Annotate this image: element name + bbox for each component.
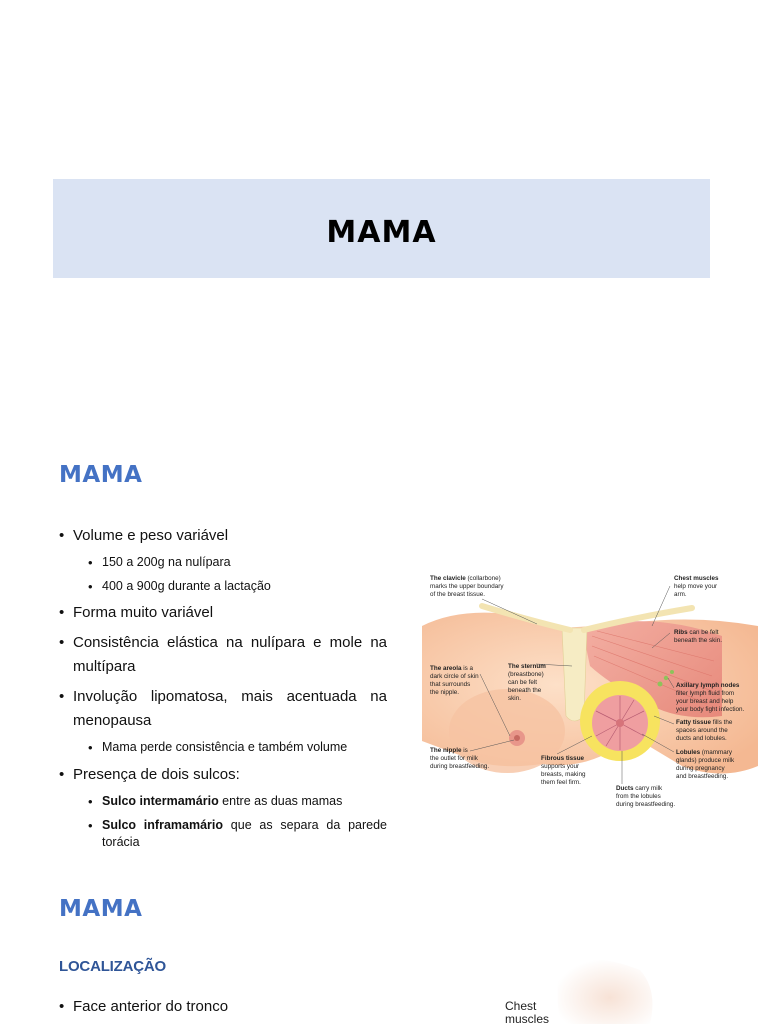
bullet-item: • Forma muito variável <box>59 601 387 625</box>
svg-text:that surrounds: that surrounds <box>430 681 471 688</box>
svg-text:from the lobules: from the lobules <box>616 793 661 800</box>
bullet-item: • Presença de dois sulcos: <box>59 763 387 787</box>
sulco-inframamario-term: Sulco inframamário <box>102 818 224 832</box>
svg-text:marks the upper boundary: marks the upper boundary <box>430 583 504 590</box>
svg-text:skin.: skin. <box>508 695 521 702</box>
svg-text:Axillary lymph nodes: Axillary lymph nodes <box>676 682 740 689</box>
sulco-intermamario-term: Sulco intermamário <box>102 794 219 808</box>
svg-text:your breast and help: your breast and help <box>676 698 734 705</box>
svg-text:arm.: arm. <box>674 591 687 598</box>
svg-text:The areola is a: The areola is a <box>430 665 474 672</box>
nipple-shape <box>514 735 520 741</box>
slide-title: MAMA <box>326 215 437 250</box>
svg-text:Ribs can be felt: Ribs can be felt <box>674 629 719 636</box>
sub-bullet-item: • Mama perde consistência e também volume <box>59 739 387 756</box>
svg-text:Chest muscles: Chest muscles <box>674 575 719 582</box>
bullet-item: • Face anterior do tronco <box>59 995 387 1019</box>
breast-anatomy-diagram <box>422 566 758 814</box>
head-neck-shape <box>558 960 653 1024</box>
svg-text:The clavicle (collarbone): The clavicle (collarbone) <box>430 575 501 582</box>
svg-text:breasts, making: breasts, making <box>541 771 586 778</box>
svg-text:glands) produce milk: glands) produce milk <box>676 757 735 764</box>
section-heading-mama: MAMA <box>59 462 143 488</box>
svg-text:during pregnancy: during pregnancy <box>676 765 725 772</box>
svg-text:of the breast tissue.: of the breast tissue. <box>430 591 485 598</box>
section-heading-mama-2: MAMA <box>59 896 143 922</box>
figure-label-muscles: muscles <box>505 1012 550 1024</box>
title-banner <box>53 179 710 278</box>
svg-text:ducts and lobules.: ducts and lobules. <box>676 735 727 742</box>
svg-text:(breastbone): (breastbone) <box>508 671 544 678</box>
svg-text:Ducts carry milk: Ducts carry milk <box>616 785 663 792</box>
svg-text:The sternum: The sternum <box>508 663 546 670</box>
sulco-inframamario-desc: que as separa da parede torácia <box>102 818 388 849</box>
sulco-intermamario-desc: entre as duas mamas <box>218 794 343 808</box>
svg-text:during breastfeeding.: during breastfeeding. <box>430 763 490 770</box>
svg-text:beneath the skin.: beneath the skin. <box>674 637 722 644</box>
svg-text:Lobules (mammary: Lobules (mammary <box>676 749 732 756</box>
svg-text:them feel firm.: them feel firm. <box>541 779 581 786</box>
svg-text:the nipple.: the nipple. <box>430 689 460 696</box>
bullet-item: • Involução lipomatosa, mais acentuada na menopausa <box>59 685 387 733</box>
bullet-item: • Consistência elástica na nulípara e mole na multípara <box>59 631 387 679</box>
localizacao-subheading: LOCALIZAÇÃO <box>59 958 166 975</box>
svg-text:can be felt: can be felt <box>508 679 538 686</box>
svg-text:spaces around the: spaces around the <box>676 727 728 734</box>
svg-text:help move your: help move your <box>674 583 718 590</box>
bullet-item: • Volume e peso variável <box>59 524 387 548</box>
svg-text:during breastfeeding.: during breastfeeding. <box>616 801 676 808</box>
bullet-list <box>59 524 387 851</box>
svg-text:Fatty tissue fills the: Fatty tissue fills the <box>676 719 733 726</box>
svg-text:the outlet for milk: the outlet for milk <box>430 755 478 762</box>
bullet-list-localizacao <box>59 995 387 1019</box>
right-nipple-shape <box>616 719 624 727</box>
torso-figure <box>500 960 660 1024</box>
svg-text:and breastfeeding.: and breastfeeding. <box>676 773 729 780</box>
svg-text:filter lymph fluid from: filter lymph fluid from <box>676 690 735 697</box>
sub-bullet-item: • 400 a 900g durante a lactação <box>59 578 387 595</box>
svg-text:dark circle of skin: dark circle of skin <box>430 673 479 680</box>
svg-text:The nipple is: The nipple is <box>430 747 468 754</box>
figure-label-chest: Chest <box>505 999 537 1013</box>
svg-text:your body fight infection.: your body fight infection. <box>676 706 745 713</box>
svg-text:beneath the: beneath the <box>508 687 542 694</box>
sub-bullet-item: • 150 a 200g na nulípara <box>59 554 387 571</box>
sub-bullet-item <box>59 817 387 851</box>
svg-text:supports your: supports your <box>541 763 580 770</box>
sub-bullet-item <box>59 793 387 810</box>
svg-text:Fibrous tissue: Fibrous tissue <box>541 755 585 762</box>
